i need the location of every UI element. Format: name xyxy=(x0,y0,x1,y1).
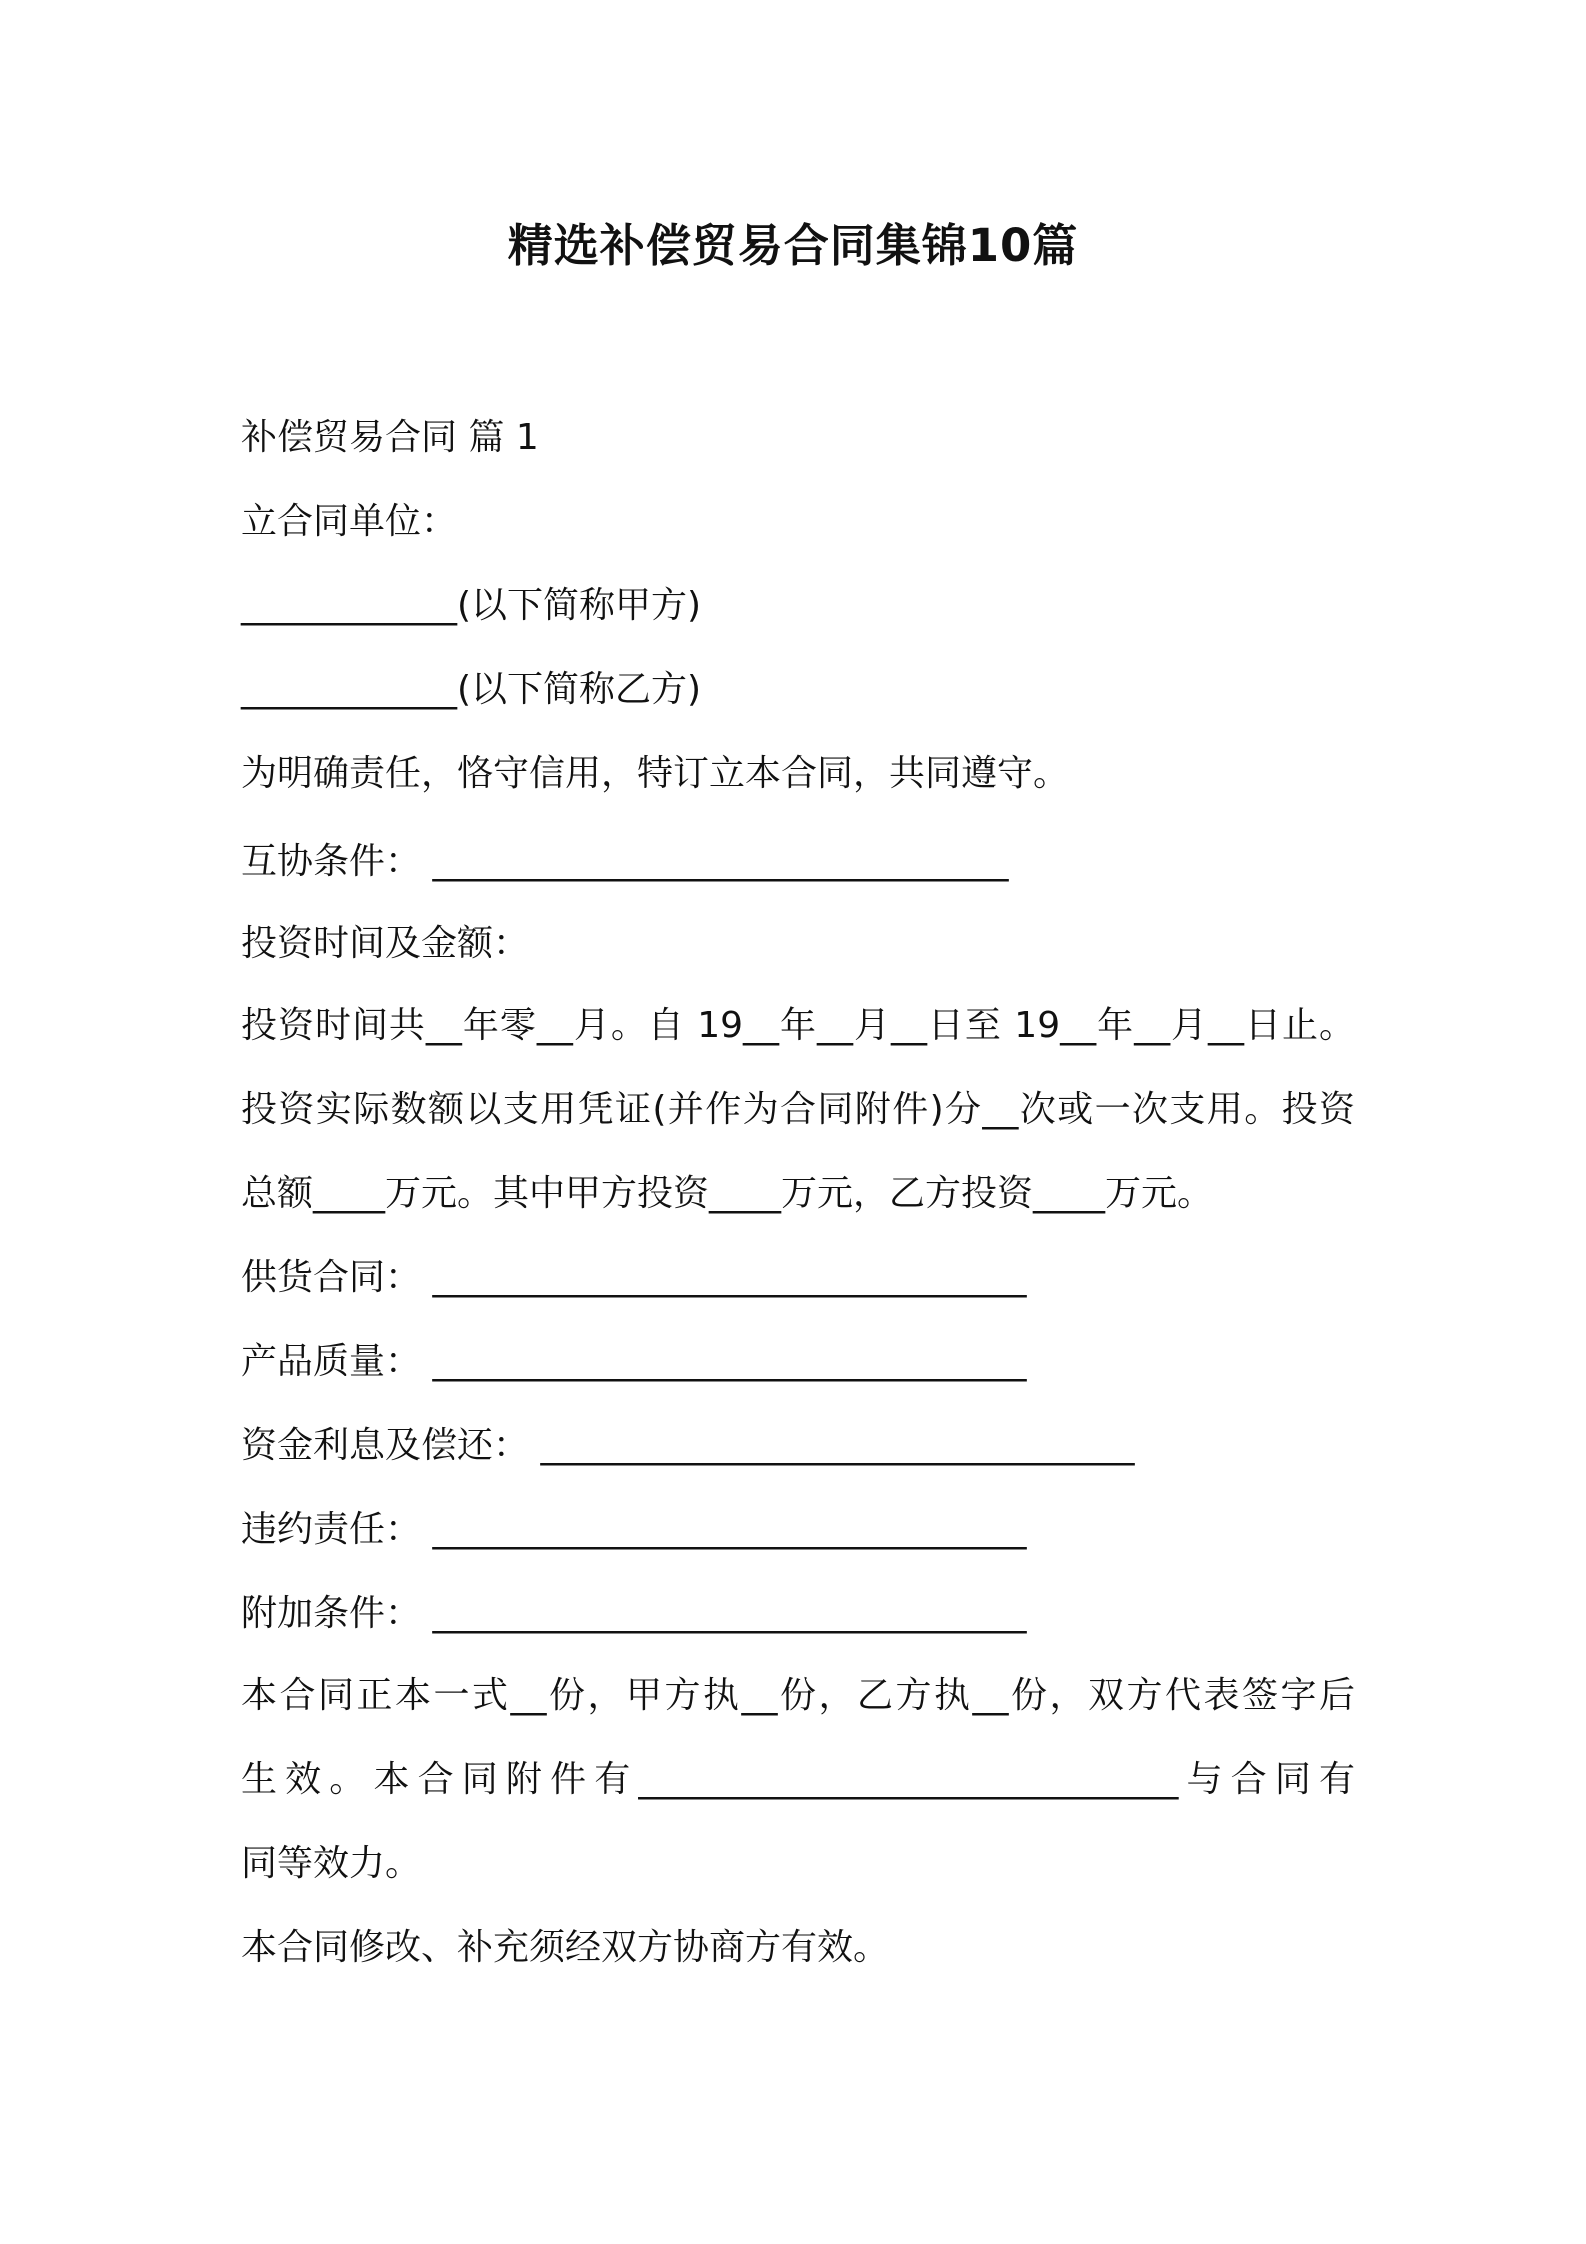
investment-heading: 投资时间及金额： xyxy=(241,923,530,964)
section-heading: 补偿贸易合同 篇 1 xyxy=(241,417,539,458)
interest-repayment-line: 资金利息及偿还： _________________________________ xyxy=(241,1425,1135,1466)
investment-amount-line: 投资实际数额以支用凭证(并作为合同附件)分__次或一次支用。投资 xyxy=(241,1089,1355,1130)
mutual-terms-line: 互协条件： ________________________________ xyxy=(241,841,1009,882)
investment-period-line: 投资时间共__年零__月。自 19__年__月__日至 19__年__月__日止。 xyxy=(241,1005,1355,1046)
amendment-line: 本合同修改、补充须经双方协商方有效。 xyxy=(241,1927,890,1968)
supply-contract-line: 供货合同： _________________________________ xyxy=(241,1257,1027,1298)
document-title: 精选补偿贸易合同集锦10篇 xyxy=(507,219,1079,272)
equal-effect-line: 同等效力。 xyxy=(241,1843,422,1884)
party-b-line: ____________(以下简称乙方) xyxy=(241,669,702,710)
copies-line: 本合同正本一式__份，甲方执__份，乙方执__份，双方代表签字后 xyxy=(241,1675,1355,1716)
contract-parties-label: 立合同单位： xyxy=(241,501,458,542)
investment-total-line: 总额____万元。其中甲方投资____万元，乙方投资____万元。 xyxy=(241,1173,1214,1214)
additional-terms-line: 附加条件： _________________________________ xyxy=(241,1593,1027,1634)
party-a-line: ____________(以下简称甲方) xyxy=(241,585,702,626)
preamble-text: 为明确责任，恪守信用，特订立本合同，共同遵守。 xyxy=(241,753,1070,794)
product-quality-line: 产品质量： _________________________________ xyxy=(241,1341,1027,1382)
attachments-line: 生效。本合同附件有______________________________与合同有 xyxy=(241,1759,1355,1800)
liability-line: 违约责任： _________________________________ xyxy=(241,1509,1027,1550)
